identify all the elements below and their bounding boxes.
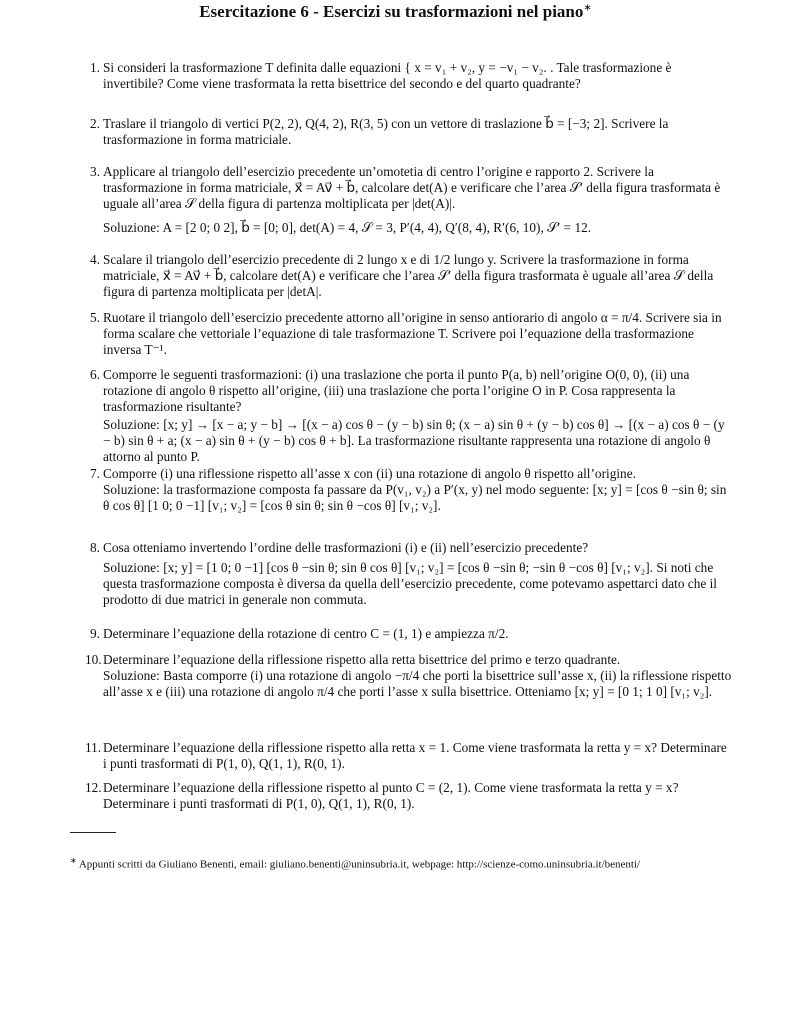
exercise-text: Si consideri la trasformazione T definita dalle equazioni { x = v₁ + v₂, y = −v₁ − v₂. . Tale trasformazione è invertibile? Come viene trasformata la retta bisettrice del secondo e del quarto quadrante? — [103, 60, 672, 91]
exercise-solution: Soluzione: la trasformazione composta fa passare da P(v₁, v₂) a P′(x, y) nel modo seguente: [x; y] = [cos θ −sin θ; sin θ cos θ] [1 0; 0 −1] [v₁; v₂] = [cos θ sin θ; sin θ −cos θ] [v₁; v₂]. — [103, 482, 727, 513]
exercise-7 — [85, 466, 733, 514]
exercise-text: Determinare l’equazione della rotazione di centro C = (1, 1) e ampiezza π/2. — [103, 626, 509, 641]
exercise-number: 8. — [90, 540, 100, 555]
exercise-text: Applicare al triangolo dell’esercizio precedente un’omotetia di centro l’origine e rapporto 2. Scrivere la trasformazione in forma matriciale, x⃗ = Av⃗ + b⃗, calcolare det(A) e verificare che l’area 𝒮′ della figura trasformata è uguale all’area 𝒮 della figura di partenza moltiplicata per |det(A)|. — [103, 164, 721, 211]
exercise-number: 12. — [85, 780, 102, 795]
page-title — [0, 2, 791, 22]
exercise-4 — [85, 252, 733, 300]
exercise-solution: Soluzione: [x; y] = [1 0; 0 −1] [cos θ −sin θ; sin θ cos θ] [v₁; v₂] = [cos θ −sin θ; −sin θ −cos θ] [v₁; v₂]. Si noti che questa trasformazione composta è diversa da quella dell’esercizio precedente, come potevamo aspettarci dato che il prodotto di due matrici in generale non commuta. — [103, 560, 717, 607]
footnote-divider — [70, 832, 116, 833]
footnote — [70, 854, 760, 872]
exercise-text: Determinare l’equazione della riflessione rispetto alla retta bisettrice del primo e terzo quadrante. — [103, 652, 621, 667]
exercise-number: 6. — [90, 367, 100, 382]
exercise-solution: Soluzione: A = [2 0; 0 2], b⃗ = [0; 0], det(A) = 4, 𝒮 = 3, P′(4, 4), Q′(8, 4), R′(6, 10), 𝒮′ = 12. — [103, 220, 592, 235]
exercise-text: Ruotare il triangolo dell’esercizio precedente attorno all’origine in senso antiorario di angolo α = π/4. Scrivere sia in forma scalare che vettoriale l’equazione di tale trasformazione T. Scrivere poi l’equazione della trasformazione inversa T⁻¹. — [103, 310, 722, 357]
exercise-number: 1. — [90, 60, 100, 75]
exercise-text: Traslare il triangolo di vertici P(2, 2), Q(4, 2), R(3, 5) con un vettore di traslazione b⃗ = [−3; 2]. Scrivere la trasformazione in forma matriciale. — [103, 116, 669, 147]
exercise-12 — [85, 780, 733, 812]
exercise-text: Comporre le seguenti trasformazioni: (i) una traslazione che porta il punto P(a, b) nell’origine O(0, 0), (ii) una rotazione di angolo θ rispetto all’origine, (iii) una traslazione che porta l’origine O in P. Cosa rappresenta la trasformazione risultante? — [103, 367, 690, 414]
exercise-number: 10. — [85, 652, 102, 667]
exercise-5 — [85, 310, 733, 358]
exercise-1 — [85, 60, 733, 92]
exercise-solution: Soluzione: [x; y] → [x − a; y − b] → [(x − a) cos θ − (y − b) sin θ; (x − a) sin θ + (y − b) cos θ] → [(x − a) cos θ − (y − b) sin θ + a; (x − a) sin θ + (y − b) cos θ + b]. La trasformazione risultante rappresenta una rotazione di angolo θ attorno al punto P. — [103, 417, 725, 464]
footnote-text: Appunti scritti da Giuliano Benenti, email: giuliano.benenti@uninsubria.it, webpage: http://scienze-como.uninsubria.it/benenti/ — [78, 858, 641, 871]
exercise-6 — [85, 367, 733, 465]
exercise-10 — [85, 652, 733, 700]
title-footnote-mark: ∗ — [583, 2, 592, 14]
exercise-number: 11. — [85, 740, 102, 755]
exercise-text: Scalare il triangolo dell’esercizio precedente di 2 lungo x e di 1/2 lungo y. Scrivere la trasformazione in forma matriciale, x⃗ = Av⃗ + b⃗, calcolare det(A) e verificare che l’area 𝒮′ della figura trasformata è uguale all’area 𝒮 della figura di partenza moltiplicata per |detA|. — [103, 252, 714, 299]
exercise-number: 4. — [90, 252, 100, 267]
exercise-number: 7. — [90, 466, 100, 481]
exercise-solution: Soluzione: Basta comporre (i) una rotazione di angolo −π/4 che porti la bisettrice sull’asse x, (ii) la riflessione rispetto all’asse x e (iii) una rotazione di angolo π/4 che porti l’asse x sulla bisettrice. Otteniamo [x; y] = [0 1; 1 0] [v₁; v₂]. — [103, 668, 732, 699]
exercise-9 — [85, 626, 733, 642]
exercise-text: Cosa otteniamo invertendo l’ordine delle trasformazioni (i) e (ii) nell’esercizio precedente? — [103, 540, 589, 555]
exercise-2 — [85, 116, 733, 148]
exercise-number: 5. — [90, 310, 100, 325]
footnote-mark: ∗ — [70, 856, 77, 865]
exercise-number: 2. — [90, 116, 100, 131]
exercise-text: Comporre (i) una riflessione rispetto all’asse x con (ii) una rotazione di angolo θ rispetto all’origine. — [103, 466, 636, 481]
title-text: Esercitazione 6 - Esercizi su trasformazioni nel piano — [199, 2, 584, 21]
exercise-number: 3. — [90, 164, 100, 179]
exercise-8 — [85, 540, 733, 608]
exercise-text: Determinare l’equazione della riflessione rispetto al punto C = (2, 1). Come viene trasformata la retta y = x? Determinare i punti trasformati di P(1, 0), Q(1, 1), R(0, 1). — [103, 780, 679, 811]
exercise-number: 9. — [90, 626, 100, 641]
exercise-text: Determinare l’equazione della riflessione rispetto alla retta x = 1. Come viene trasformata la retta y = x? Determinare i punti trasformati di P(1, 0), Q(1, 1), R(0, 1). — [103, 740, 727, 771]
exercise-3 — [85, 164, 733, 236]
exercise-11 — [85, 740, 733, 772]
